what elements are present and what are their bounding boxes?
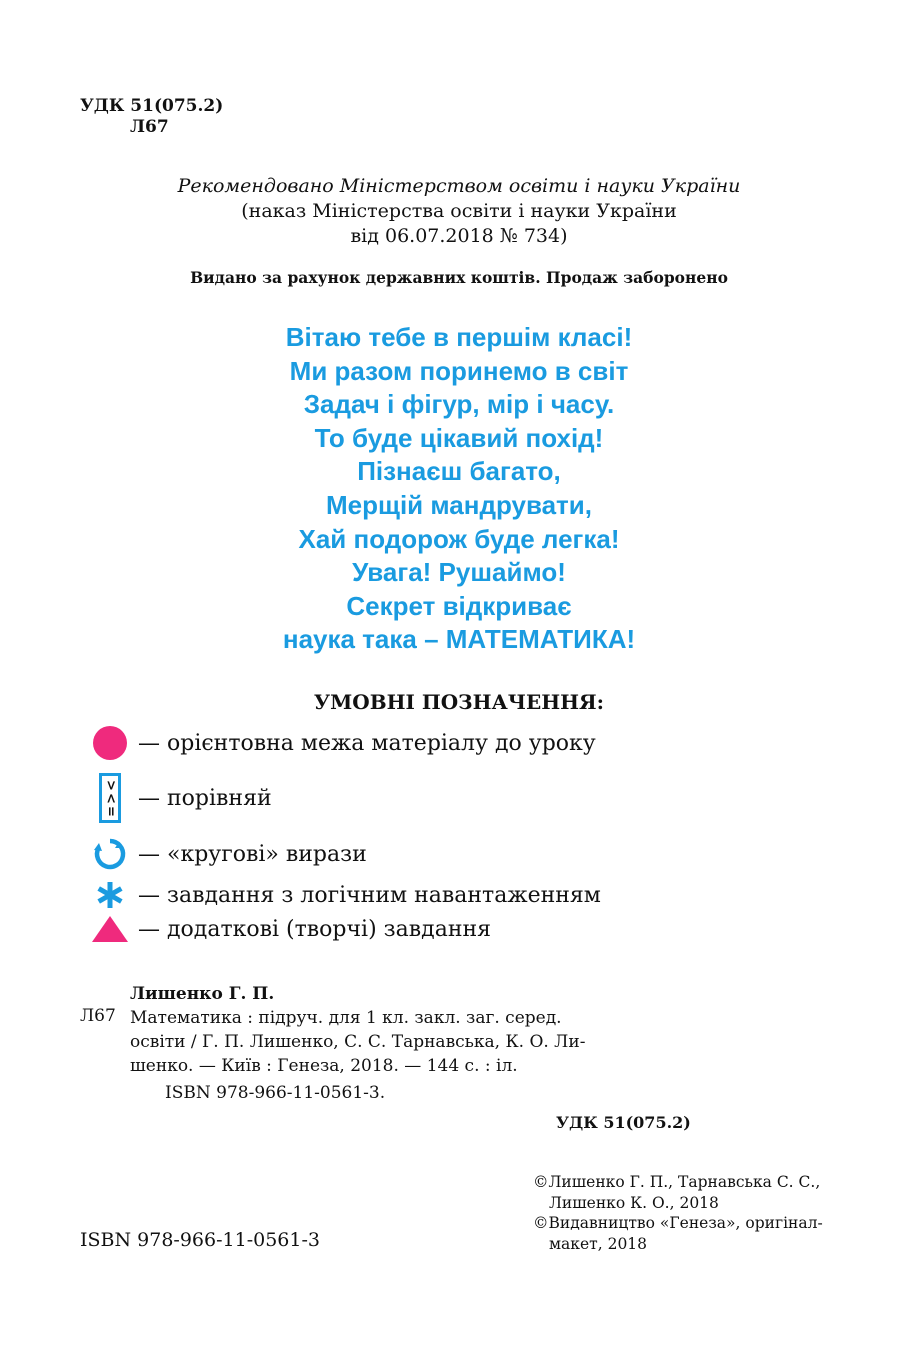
- legend-text: — порівняй: [138, 785, 272, 811]
- funded-notice: Видано за рахунок державних коштів. Продаж заборонено: [190, 268, 728, 287]
- copyright-block: [533, 1172, 823, 1254]
- greater-sign: >: [102, 779, 118, 791]
- poem-line: Вітаю тебе в першім класі!: [285, 322, 633, 352]
- footer-isbn: ISBN 978-966-11-0561-3: [80, 1229, 320, 1251]
- legend-title: УМОВНІ ПОЗНАЧЕННЯ:: [313, 690, 605, 714]
- welcome-poem: [0, 321, 918, 657]
- legend-item-circular: [90, 834, 367, 874]
- biblio-line: освіти / Г. П. Лишенко, С. С. Тарнавська, К. О. Ли-: [130, 1032, 586, 1052]
- catalog-code: Л67: [130, 117, 169, 137]
- biblio-author: Лишенко Г. П.: [130, 984, 275, 1004]
- legend-text: — орієнтовна межа матеріалу до уроку: [138, 730, 596, 756]
- recommendation-line-2: (наказ Міністерства освіти і науки України: [241, 200, 677, 222]
- udk-code: УДК 51(075.2): [80, 96, 224, 116]
- legend-text: — завдання з логічним навантаженням: [138, 882, 601, 908]
- poem-line: Секрет відкриває: [346, 590, 572, 621]
- biblio-line: Математика : підруч. для 1 кл. закл. заг. серед.: [130, 1008, 562, 1028]
- ministry-recommendation: [0, 174, 918, 249]
- poem-line: Мерщій мандрувати,: [326, 489, 592, 520]
- copyright-line: Лишенко К. О., 2018: [549, 1193, 719, 1212]
- copyright-line: ©Лишенко Г. П., Тарнавська С. С.,: [533, 1173, 821, 1191]
- biblio-code: Л67: [80, 1006, 116, 1026]
- poem-line: Ми разом поринемо в світ: [289, 355, 629, 386]
- poem-line: Задач і фігур, мір і часу.: [303, 389, 615, 420]
- biblio-isbn: ISBN 978-966-11-0561-3.: [165, 1083, 386, 1103]
- copyright-line: ©Видавництво «Генеза», оригінал-: [533, 1214, 823, 1232]
- circular-arrows-icon: [90, 834, 130, 874]
- biblio-udk: УДК 51(075.2): [556, 1113, 691, 1132]
- legend-text: — додаткові (творчі) завдання: [138, 916, 492, 942]
- poem-line: Хай подорож буде легка!: [298, 523, 620, 554]
- compare-signs-icon: [90, 778, 130, 818]
- copyright-line: макет, 2018: [549, 1234, 648, 1253]
- udk-header: [80, 96, 223, 138]
- pink-triangle-icon: [90, 909, 130, 949]
- legend-item-creative: [90, 909, 491, 949]
- less-sign: <: [102, 792, 118, 804]
- poem-line: То буде цікавий похід!: [314, 422, 604, 453]
- pink-circle-icon: [90, 723, 130, 763]
- poem-line: наука така – МАТЕМАТИКА!: [282, 624, 636, 655]
- biblio-line: шенко. — Київ : Генеза, 2018. — 144 с. : іл.: [130, 1056, 518, 1076]
- biblio-description: [130, 1006, 695, 1078]
- poem-line: Пізнаєш багато,: [357, 456, 561, 487]
- equal-sign: =: [102, 805, 118, 817]
- legend-item-lesson-limit: [90, 723, 596, 763]
- poem-line: Увага! Рушаймо!: [352, 557, 566, 588]
- legend-item-compare: [90, 778, 272, 818]
- legend-text: — «кругові» вирази: [138, 841, 367, 867]
- recommendation-line-3: від 06.07.2018 № 734): [350, 225, 568, 247]
- recommendation-line-1: Рекомендовано Міністерством освіти і науки України: [177, 175, 741, 197]
